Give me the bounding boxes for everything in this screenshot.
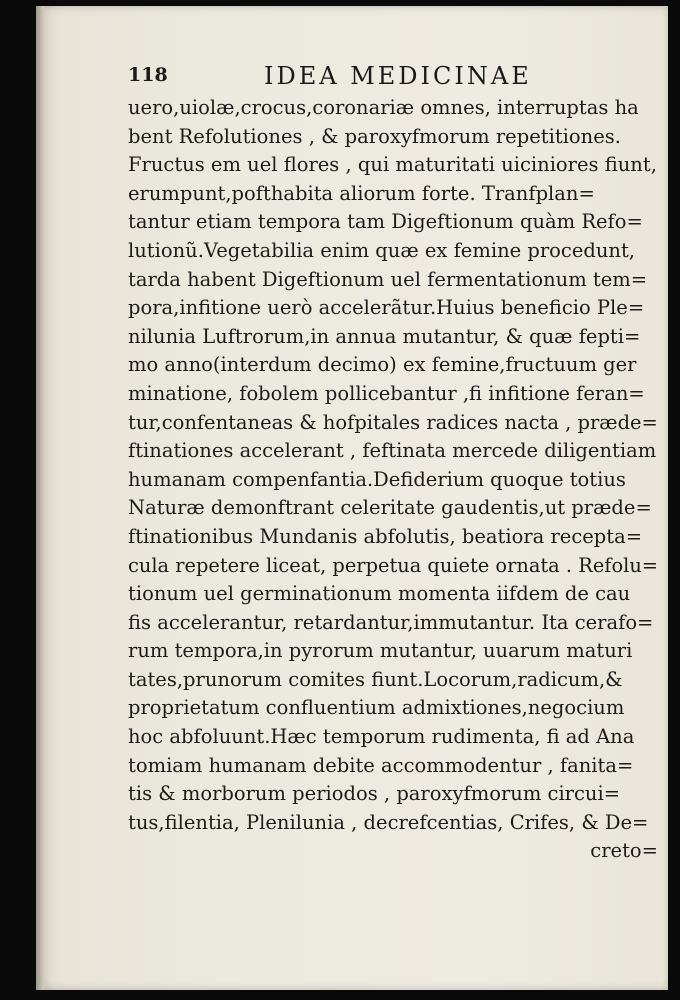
text-line: bent Refolutiones , & paroxyfmorum repetitiones. [128,124,621,148]
text-line: tionum uel germinationum momenta iifdem de cau [128,582,631,606]
text-line: tomiam humanam debite accommodentur , fanita= [128,753,634,777]
text-line: hoc abfoluunt.Hæc temporum rudimenta, fi ad Ana [128,725,635,749]
text-line: tarda habent Digeftionum uel fermentationum tem= [128,267,648,291]
text-line: erumpunt,pofthabita aliorum forte. Tranfplan= [128,181,595,205]
text-line: lutionũ.Vegetabilia enim quæ ex femine procedunt, [128,238,636,262]
text-line: minatione, fobolem pollicebantur ,fi infitione feran= [128,381,645,405]
book-page [36,6,668,990]
running-head [128,62,598,92]
catchword: creto= [590,839,658,863]
text-line: Fructus em uel flores , qui maturitati uiciniores fiunt, [128,153,657,177]
text-line: tur,confentaneas & hofpitales radices nacta , præde= [128,410,658,434]
text-line: cula repetere liceat, perpetua quiete ornata . Refolu= [128,553,659,577]
text-line: mo anno(interdum decimo) ex femine,fructuum ger [128,353,637,377]
page-number: 118 [128,64,168,86]
running-title: IDEA MEDICINAE [264,62,532,90]
text-line: rum tempora,in pyrorum mutantur, uuarum maturi [128,639,633,663]
text-line: proprietatum confluentium admixtiones,negocium [128,696,625,720]
page-gutter [36,6,44,990]
text-line: tantur etiam tempora tam Digeftionum quàm Refo= [128,210,643,234]
text-line: tus,filentia, Plenilunia , decrefcentias, Crifes, & De= [128,810,649,834]
text-line: humanam compenfantia.Defiderium quoque totius [128,467,626,491]
text-line: tis & morborum periodos , paroxyfmorum circui= [128,782,621,806]
text-line: ftinationibus Mundanis abfolutis, beatiora recepta= [128,524,643,548]
text-line: Naturæ demonftrant celeritate gaudentis,ut præde= [128,496,652,520]
text-line: fis accelerantur, retardantur,immutantur. Ita cerafo= [128,610,654,634]
text-line: pora,infitione uerò accelerãtur.Huius beneficio Ple= [128,296,645,320]
text-line: tates,prunorum comites fiunt.Locorum,radicum,& [128,667,623,691]
body-text [128,94,658,866]
text-line: ftinationes accelerant , feftinata mercede diligentiam [128,439,657,463]
text-line: nilunia Luftrorum,in annua mutantur, & quæ fepti= [128,324,641,348]
text-line: uero,uiolæ,crocus,coronariæ omnes, interruptas ha [128,96,639,119]
